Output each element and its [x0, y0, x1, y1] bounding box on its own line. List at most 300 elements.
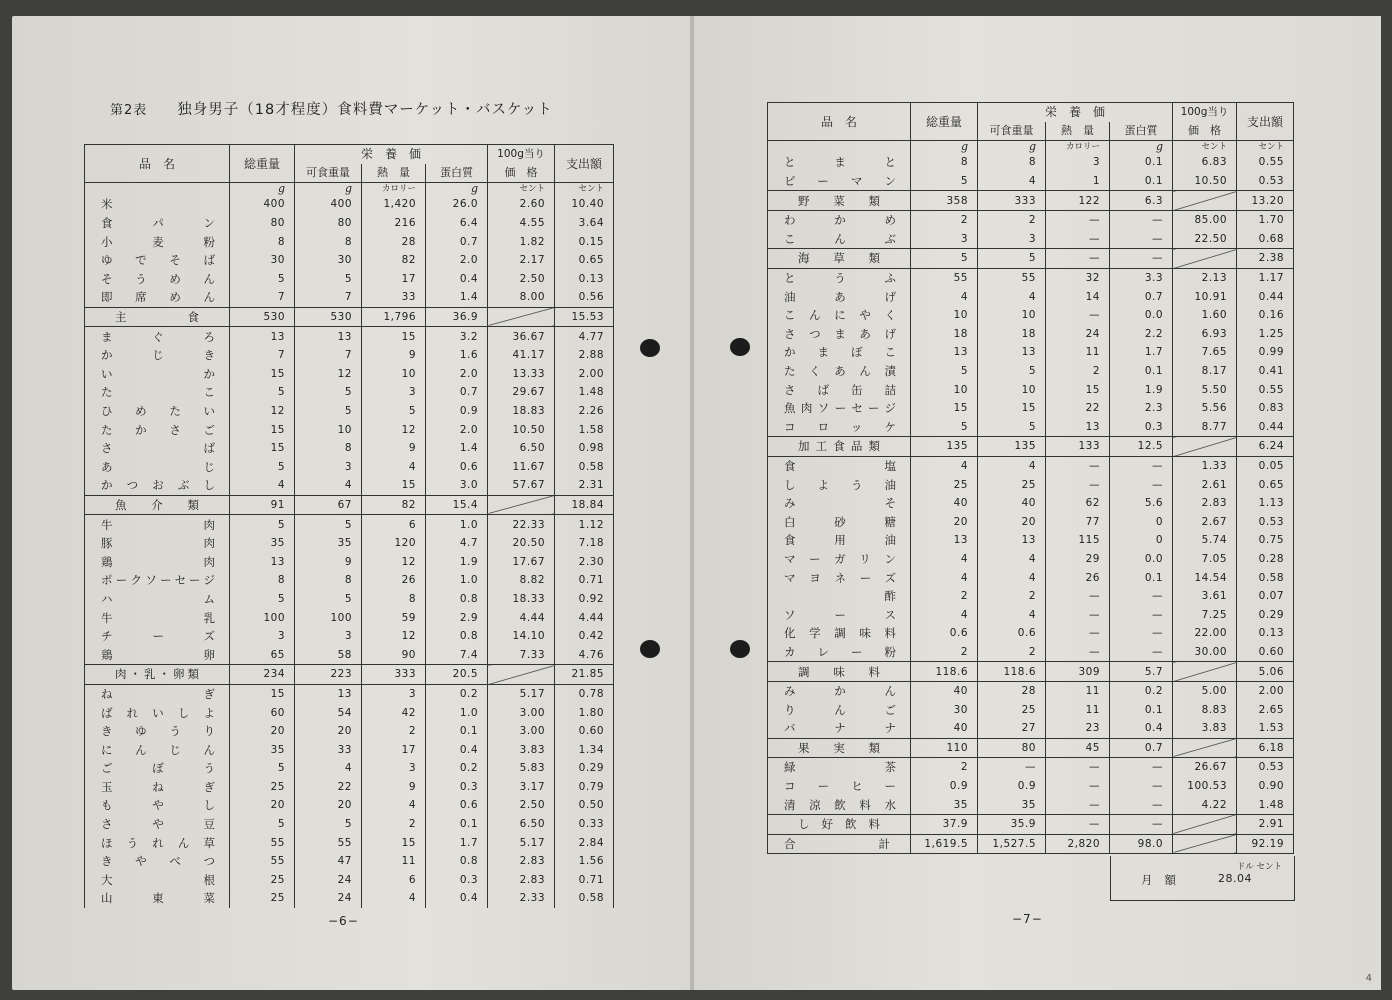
expense: 0.83: [1237, 399, 1294, 418]
edible-weight: 7: [295, 346, 362, 365]
calories: —: [1046, 456, 1110, 475]
table-row: [768, 587, 1294, 606]
unit-edible: g: [978, 141, 1046, 154]
price-per-100g: 2.83: [1173, 494, 1237, 513]
protein: 0.8: [426, 590, 488, 609]
total-weight: 37.9: [911, 814, 978, 834]
item-name: 豚肉: [85, 534, 230, 553]
price-per-100g: 8.17: [1173, 362, 1237, 381]
table-row: [768, 719, 1294, 738]
calories: 26: [362, 571, 426, 590]
item-name: もやし: [85, 796, 230, 815]
header-price: 価 格: [1173, 122, 1237, 141]
table-row: [768, 418, 1294, 437]
header-calorie: 熱 量: [1046, 122, 1110, 141]
protein: —: [1110, 643, 1173, 662]
calories: —: [1046, 814, 1110, 834]
price-per-100g: 29.67: [488, 383, 555, 402]
price-per-100g: 7.65: [1173, 343, 1237, 362]
table-row: [85, 288, 614, 307]
edible-weight: 223: [295, 665, 362, 685]
protein: 0.0: [1110, 306, 1173, 325]
subtotal-row: [768, 437, 1294, 457]
header-protein: 蛋白質: [1110, 122, 1173, 141]
price-per-100g: 17.67: [488, 552, 555, 571]
edible-weight: 13: [295, 684, 362, 703]
edible-weight: —: [978, 758, 1046, 777]
protein: 1.9: [1110, 380, 1173, 399]
price-per-100g: 2.67: [1173, 512, 1237, 531]
calories: 133: [1046, 437, 1110, 457]
edible-weight: 24: [295, 889, 362, 908]
expense: 0.58: [555, 889, 614, 908]
expense: 0.33: [555, 815, 614, 834]
item-name: カレー粉: [768, 643, 911, 662]
edible-weight: 8: [295, 232, 362, 251]
total-weight: 135: [911, 437, 978, 457]
calories: 11: [1046, 700, 1110, 719]
calories: 10: [362, 365, 426, 384]
expense: 1.48: [1237, 795, 1294, 814]
price-per-100g: 8.83: [1173, 700, 1237, 719]
monthly-amount-box: [1110, 856, 1295, 901]
expense: 0.16: [1237, 306, 1294, 325]
price-per-100g: [488, 495, 555, 515]
price-per-100g: [488, 665, 555, 685]
table-row: [85, 571, 614, 590]
price-per-100g: 10.50: [1173, 172, 1237, 191]
item-name: 米: [85, 195, 230, 214]
table-row: [768, 343, 1294, 362]
calories: 62: [1046, 494, 1110, 513]
calories: 9: [362, 346, 426, 365]
calories: 59: [362, 608, 426, 627]
price-per-100g: [488, 307, 555, 327]
edible-weight: 5: [295, 270, 362, 289]
item-name: 大根: [85, 871, 230, 890]
expense: 15.53: [555, 307, 614, 327]
price-per-100g: 85.00: [1173, 210, 1237, 229]
expense: 1.34: [555, 740, 614, 759]
edible-weight: 1,527.5: [978, 834, 1046, 854]
protein: 4.7: [426, 534, 488, 553]
total-weight: 5: [911, 249, 978, 269]
edible-weight: 7: [295, 288, 362, 307]
item-name: し好飲料: [768, 814, 911, 834]
protein: 1.7: [1110, 343, 1173, 362]
table-row: [768, 643, 1294, 662]
table-row: [85, 703, 614, 722]
price-per-100g: 4.22: [1173, 795, 1237, 814]
header-total: 総重量: [911, 103, 978, 141]
expense: 0.65: [1237, 475, 1294, 494]
item-name: とまと: [768, 153, 911, 172]
total-weight: 3: [230, 627, 295, 646]
price-per-100g: 5.17: [488, 684, 555, 703]
item-name: マヨネーズ: [768, 568, 911, 587]
expense: 0.53: [1237, 512, 1294, 531]
protein: 0.1: [1110, 700, 1173, 719]
expense: 0.68: [1237, 230, 1294, 249]
total-weight: 5: [230, 590, 295, 609]
calories: 42: [362, 703, 426, 722]
total-weight: 40: [911, 681, 978, 700]
item-name: マーガリン: [768, 550, 911, 569]
total-weight: 4: [911, 550, 978, 569]
calories: 3: [362, 383, 426, 402]
protein: 1.9: [426, 552, 488, 571]
edible-weight: 12: [295, 365, 362, 384]
protein: 3.0: [426, 476, 488, 495]
edible-weight: 13: [978, 531, 1046, 550]
price-per-100g: 5.83: [488, 759, 555, 778]
protein: 0.1: [426, 815, 488, 834]
price-per-100g: 14.10: [488, 627, 555, 646]
expense: 4.76: [555, 645, 614, 664]
protein: 1.4: [426, 288, 488, 307]
price-per-100g: 5.50: [1173, 380, 1237, 399]
edible-weight: 3: [978, 230, 1046, 249]
item-name: きゆうり: [85, 722, 230, 741]
total-weight: 3: [911, 230, 978, 249]
expense: 92.19: [1237, 834, 1294, 854]
subtotal-row: [85, 665, 614, 685]
unit-protein: g: [426, 183, 488, 196]
expense: 0.28: [1237, 550, 1294, 569]
edible-weight: 18: [978, 325, 1046, 344]
calories: 17: [362, 740, 426, 759]
protein: 0.4: [426, 889, 488, 908]
calories: 11: [1046, 343, 1110, 362]
edible-weight: 35: [295, 534, 362, 553]
item-name: 牛肉: [85, 515, 230, 534]
price-per-100g: 8.00: [488, 288, 555, 307]
protein: —: [1110, 456, 1173, 475]
protein: 0.3: [426, 778, 488, 797]
table-row: [85, 458, 614, 477]
total-weight: 35: [230, 740, 295, 759]
item-name: そうめん: [85, 270, 230, 289]
expense: 6.18: [1237, 738, 1294, 758]
table-title-text: 独身男子（18才程度）食料費マーケット・バスケット: [177, 102, 553, 118]
left-table: [84, 144, 614, 908]
expense: 0.78: [555, 684, 614, 703]
price-per-100g: 2.50: [488, 796, 555, 815]
page-number-right: −7−: [1012, 912, 1043, 926]
total-weight: 5: [911, 362, 978, 381]
edible-weight: 27: [978, 719, 1046, 738]
calories: 12: [362, 420, 426, 439]
edible-weight: 47: [295, 852, 362, 871]
calories: 23: [1046, 719, 1110, 738]
table-row: [85, 833, 614, 852]
protein: 98.0: [1110, 834, 1173, 854]
expense: 0.53: [1237, 172, 1294, 191]
table-row: [85, 214, 614, 233]
protein: 0.2: [1110, 681, 1173, 700]
total-weight: 40: [911, 719, 978, 738]
expense: 2.38: [1237, 249, 1294, 269]
price-per-100g: 3.61: [1173, 587, 1237, 606]
total-weight: 25: [230, 778, 295, 797]
item-name: みかん: [768, 681, 911, 700]
edible-weight: 5: [978, 362, 1046, 381]
expense: 2.31: [555, 476, 614, 495]
protein: —: [1110, 814, 1173, 834]
calories: 12: [362, 627, 426, 646]
calories: 32: [1046, 268, 1110, 287]
expense: 0.56: [555, 288, 614, 307]
edible-weight: 35: [978, 795, 1046, 814]
table-row: [85, 515, 614, 534]
price-per-100g: [1173, 814, 1237, 834]
protein: 1.0: [426, 515, 488, 534]
calories: 33: [362, 288, 426, 307]
table-row: [85, 270, 614, 289]
item-name: 白砂糖: [768, 512, 911, 531]
edible-weight: 58: [295, 645, 362, 664]
expense: 0.07: [1237, 587, 1294, 606]
protein: 3.2: [426, 327, 488, 346]
total-weight: 5: [230, 270, 295, 289]
price-per-100g: 18.33: [488, 590, 555, 609]
calories: 9: [362, 778, 426, 797]
table-row: [85, 552, 614, 571]
total-weight: 5: [230, 815, 295, 834]
calories: —: [1046, 643, 1110, 662]
protein: —: [1110, 210, 1173, 229]
protein: —: [1110, 475, 1173, 494]
table-row: [85, 534, 614, 553]
edible-weight: 4: [978, 550, 1046, 569]
protein: 5.7: [1110, 662, 1173, 682]
subtotal-row: [768, 191, 1294, 211]
protein: 0.7: [426, 383, 488, 402]
edible-weight: 135: [978, 437, 1046, 457]
total-weight: 234: [230, 665, 295, 685]
expense: 2.00: [1237, 681, 1294, 700]
unit-name-blank: [768, 141, 911, 154]
table-row: [85, 871, 614, 890]
calories: 2,820: [1046, 834, 1110, 854]
item-name: 調味料: [768, 662, 911, 682]
price-per-100g: [1173, 191, 1237, 211]
calories: 29: [1046, 550, 1110, 569]
price-per-100g: 2.83: [488, 871, 555, 890]
total-weight: 4: [911, 568, 978, 587]
protein: 0.4: [1110, 719, 1173, 738]
total-weight: 55: [911, 268, 978, 287]
table-row: [85, 232, 614, 251]
price-per-100g: 2.33: [488, 889, 555, 908]
table-row: [85, 627, 614, 646]
item-name: たくあん漬: [768, 362, 911, 381]
expense: 2.84: [555, 833, 614, 852]
item-name: こんぶ: [768, 230, 911, 249]
price-per-100g: 3.83: [488, 740, 555, 759]
protein: 0.7: [1110, 287, 1173, 306]
price-per-100g: 26.67: [1173, 758, 1237, 777]
binding-hole: [640, 640, 660, 658]
expense: 1.80: [555, 703, 614, 722]
price-per-100g: 100.53: [1173, 777, 1237, 796]
edible-weight: 5: [295, 383, 362, 402]
edible-weight: 8: [295, 439, 362, 458]
total-weight: 358: [911, 191, 978, 211]
calories: 4: [362, 796, 426, 815]
item-name: 魚肉ソーセージ: [768, 399, 911, 418]
item-name: しよう油: [768, 475, 911, 494]
calories: 3: [362, 684, 426, 703]
edible-weight: 4: [295, 476, 362, 495]
expense: 0.15: [555, 232, 614, 251]
edible-weight: 4: [978, 605, 1046, 624]
price-per-100g: 6.83: [1173, 153, 1237, 172]
edible-weight: 10: [295, 420, 362, 439]
total-weight: 4: [230, 476, 295, 495]
total-weight: 30: [911, 700, 978, 719]
price-per-100g: [1173, 738, 1237, 758]
total-weight: 5: [230, 515, 295, 534]
item-name: 食塩: [768, 456, 911, 475]
table-row: [768, 268, 1294, 287]
protein: 0.1: [1110, 153, 1173, 172]
protein: 0.6: [426, 796, 488, 815]
total-weight: 20: [230, 722, 295, 741]
calories: —: [1046, 475, 1110, 494]
unit-calorie: カロリー: [1046, 141, 1110, 154]
calories: 8: [362, 590, 426, 609]
header-protein: 蛋白質: [426, 164, 488, 183]
total-weight: 530: [230, 307, 295, 327]
item-name: 玉ねぎ: [85, 778, 230, 797]
edible-weight: 20: [978, 512, 1046, 531]
calories: —: [1046, 624, 1110, 643]
header-row: [85, 145, 614, 164]
expense: 13.20: [1237, 191, 1294, 211]
expense: 0.29: [1237, 605, 1294, 624]
calories: 4: [362, 889, 426, 908]
table-row: [85, 383, 614, 402]
expense: 0.71: [555, 571, 614, 590]
expense: 0.98: [555, 439, 614, 458]
price-per-100g: 30.00: [1173, 643, 1237, 662]
table-row: [768, 777, 1294, 796]
binding-hole: [640, 339, 660, 357]
edible-weight: 13: [978, 343, 1046, 362]
item-name: 緑茶: [768, 758, 911, 777]
price-per-100g: 2.61: [1173, 475, 1237, 494]
calories: 28: [362, 232, 426, 251]
total-weight: 400: [230, 195, 295, 214]
header-name: 品 名: [768, 103, 911, 141]
price-per-100g: 5.17: [488, 833, 555, 852]
monthly-label: 月額: [1141, 873, 1188, 887]
price-per-100g: 2.17: [488, 251, 555, 270]
total-weight: 91: [230, 495, 295, 515]
calories: —: [1046, 605, 1110, 624]
total-weight: 15: [230, 420, 295, 439]
item-name: 牛乳: [85, 608, 230, 627]
expense: 0.79: [555, 778, 614, 797]
item-name: 即席めん: [85, 288, 230, 307]
calories: 12: [362, 552, 426, 571]
expense: 0.92: [555, 590, 614, 609]
calories: 3: [1046, 153, 1110, 172]
total-weight: 5: [911, 418, 978, 437]
table-row: [768, 230, 1294, 249]
item-name: にんじん: [85, 740, 230, 759]
expense: 6.24: [1237, 437, 1294, 457]
item-name: かつおぶし: [85, 476, 230, 495]
expense: 1.70: [1237, 210, 1294, 229]
table-row: [768, 531, 1294, 550]
table-row: [768, 325, 1294, 344]
table-row: [85, 195, 614, 214]
protein: 0.3: [1110, 418, 1173, 437]
edible-weight: 0.9: [978, 777, 1046, 796]
price-per-100g: 2.60: [488, 195, 555, 214]
price-per-100g: [1173, 437, 1237, 457]
calories: 1,420: [362, 195, 426, 214]
price-per-100g: [1173, 662, 1237, 682]
total-weight: 5: [911, 172, 978, 191]
protein: 0.1: [1110, 172, 1173, 191]
table-row: [85, 684, 614, 703]
expense: 2.88: [555, 346, 614, 365]
table-row: [768, 399, 1294, 418]
calories: 90: [362, 645, 426, 664]
protein: 1.0: [426, 571, 488, 590]
total-weight: 118.6: [911, 662, 978, 682]
header-calorie: 熱 量: [362, 164, 426, 183]
calories: 333: [362, 665, 426, 685]
expense: 0.53: [1237, 758, 1294, 777]
total-weight: 4: [911, 605, 978, 624]
total-weight: 100: [230, 608, 295, 627]
item-name: ばれいしよ: [85, 703, 230, 722]
price-per-100g: 5.74: [1173, 531, 1237, 550]
calories: 6: [362, 515, 426, 534]
edible-weight: 5: [978, 418, 1046, 437]
table-row: [768, 494, 1294, 513]
price-per-100g: 14.54: [1173, 568, 1237, 587]
edible-weight: 0.6: [978, 624, 1046, 643]
edible-weight: 35.9: [978, 814, 1046, 834]
edible-weight: 3: [295, 458, 362, 477]
units-row: [768, 141, 1294, 154]
price-per-100g: 22.33: [488, 515, 555, 534]
calories: —: [1046, 210, 1110, 229]
protein: 2.0: [426, 420, 488, 439]
header-row: [768, 103, 1294, 122]
protein: —: [1110, 758, 1173, 777]
price-per-100g: 3.00: [488, 722, 555, 741]
total-weight: 10: [911, 306, 978, 325]
expense: 0.60: [1237, 643, 1294, 662]
price-per-100g: 10.91: [1173, 287, 1237, 306]
price-per-100g: 7.05: [1173, 550, 1237, 569]
edible-weight: 55: [295, 833, 362, 852]
item-name: チーズ: [85, 627, 230, 646]
total-weight: 15: [911, 399, 978, 418]
protein: —: [1110, 587, 1173, 606]
price-per-100g: 3.83: [1173, 719, 1237, 738]
item-name: わかめ: [768, 210, 911, 229]
item-name: 食パン: [85, 214, 230, 233]
calories: 14: [1046, 287, 1110, 306]
table-row: [85, 420, 614, 439]
